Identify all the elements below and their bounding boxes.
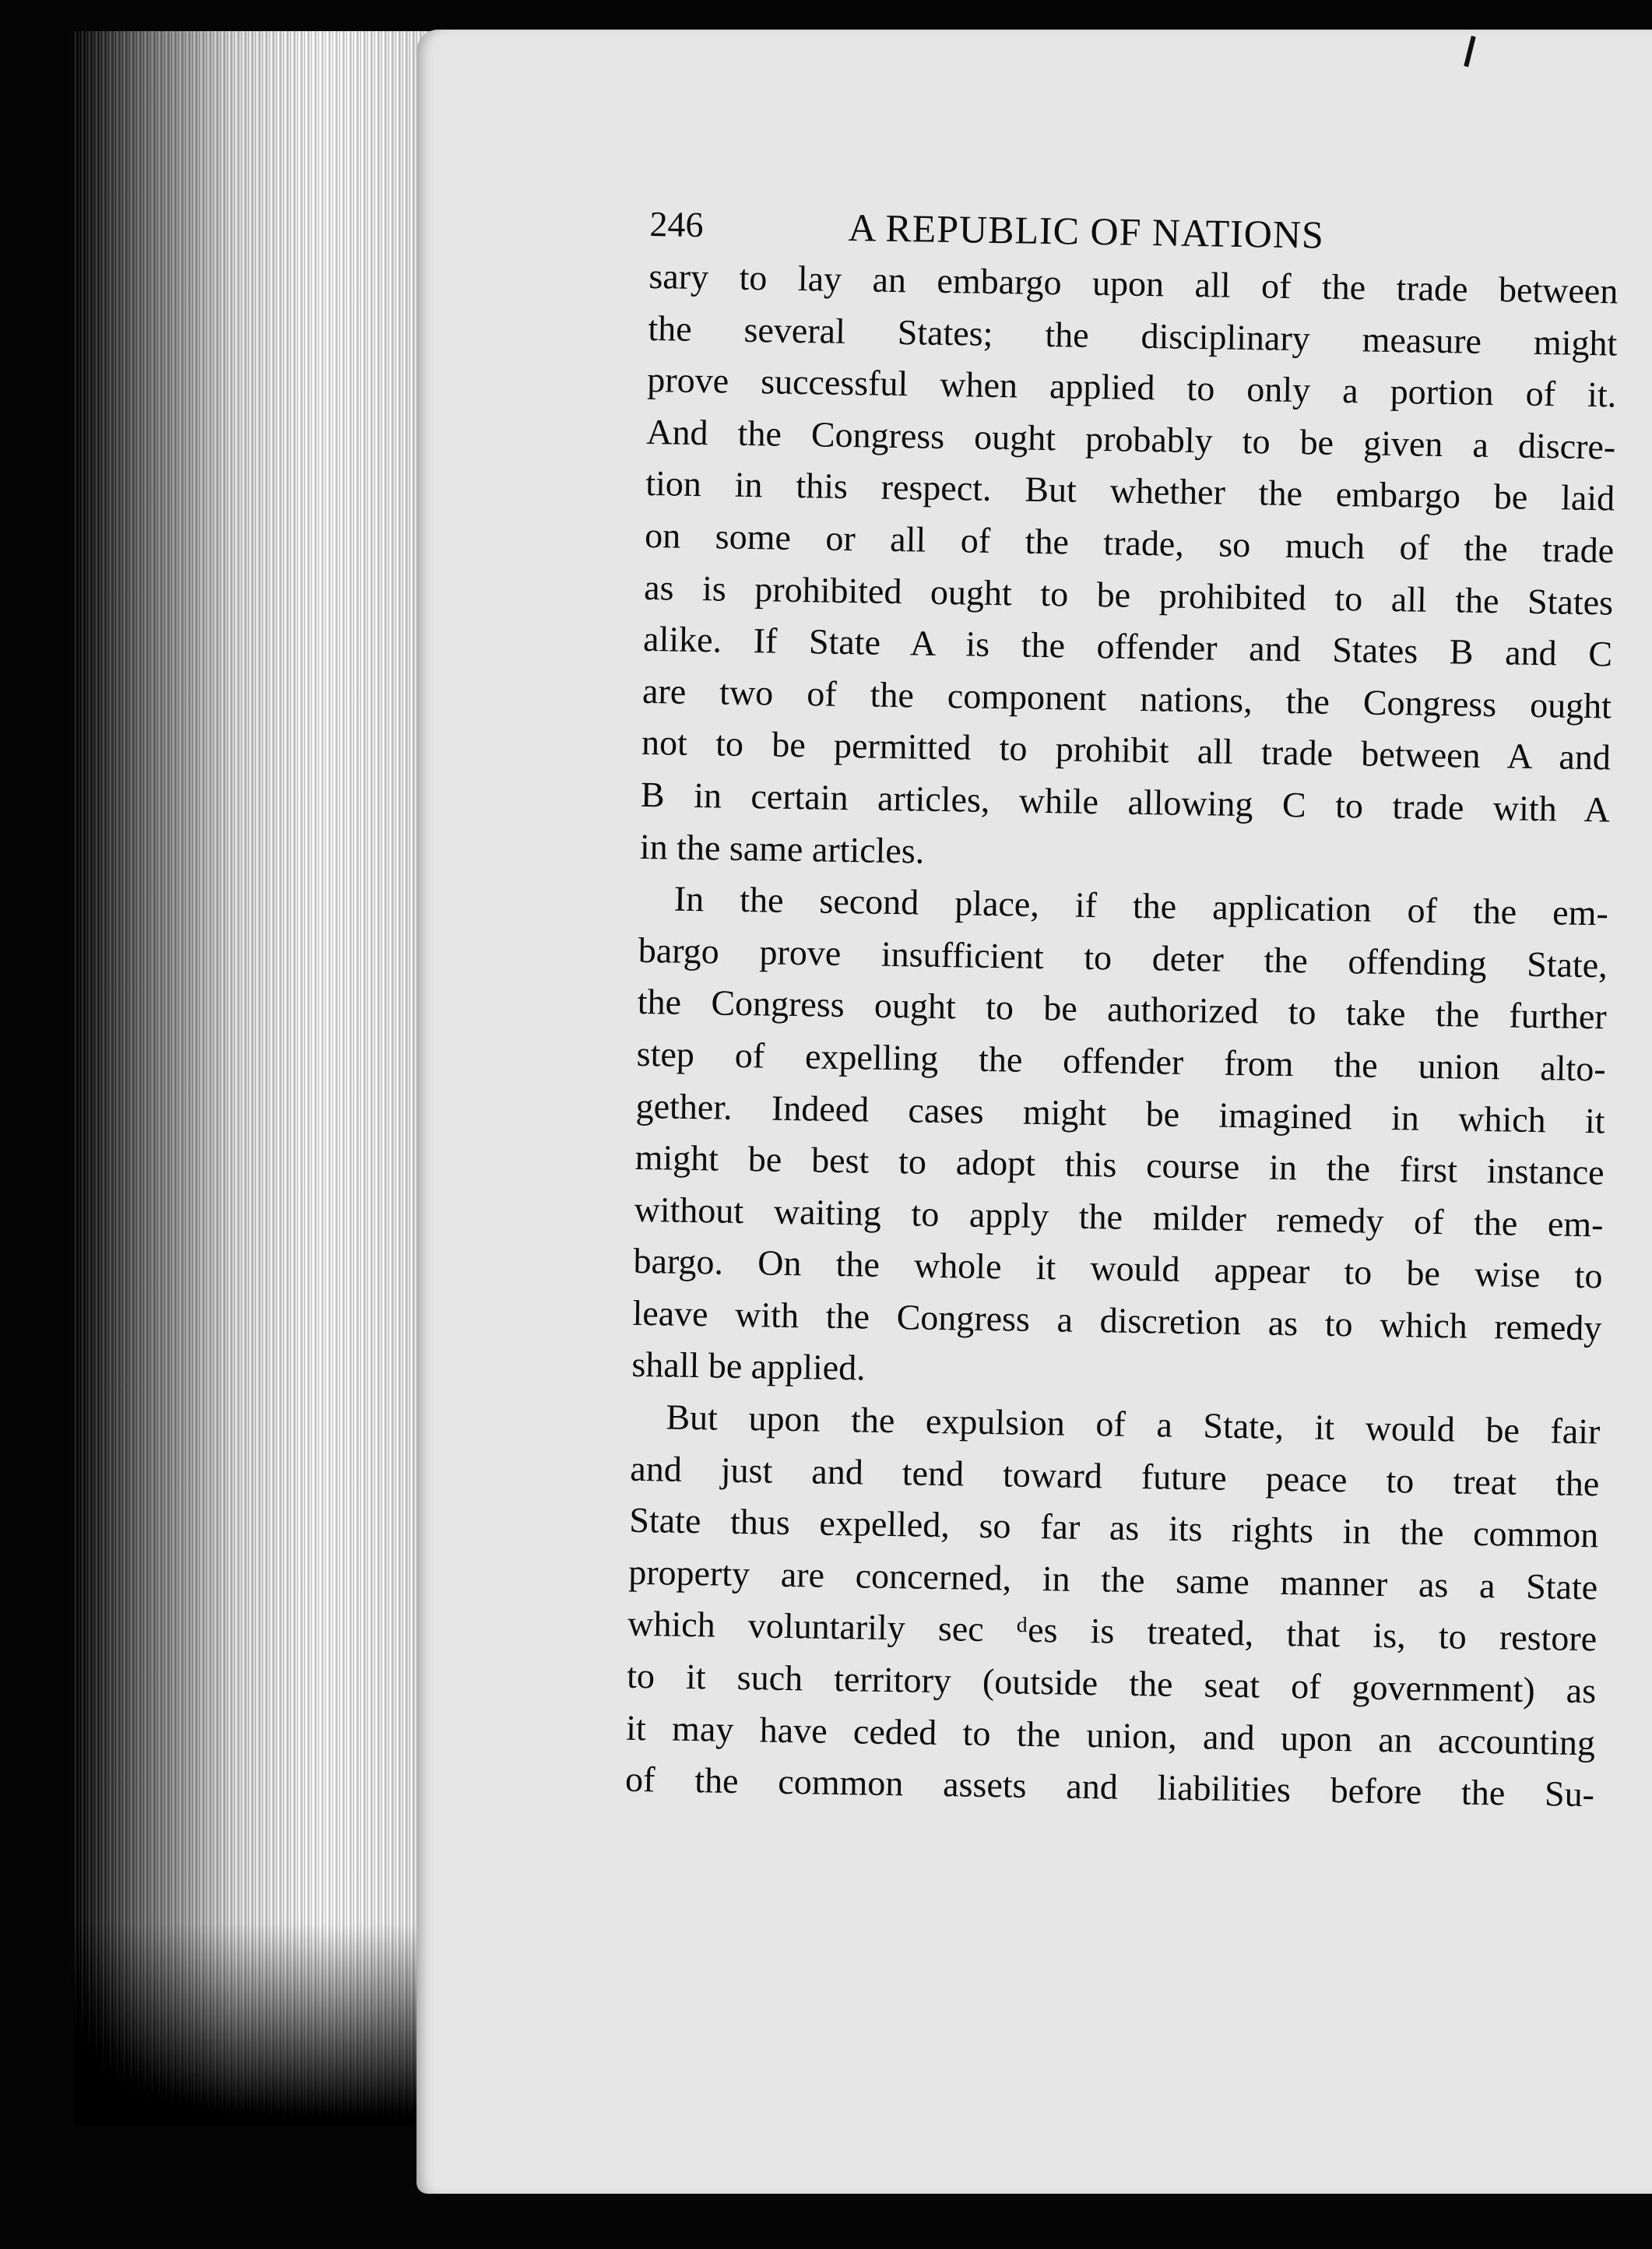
text-line: gether. Indeed cases might be imagined in which it xyxy=(635,1085,1605,1140)
text-line: sary to lay an embargo upon all of the trade between xyxy=(648,255,1619,311)
text-line: without waiting to apply the milder remedy of the em- xyxy=(634,1189,1604,1245)
text-line: alike. If State A is the offender and States B and C xyxy=(642,619,1613,674)
text-line: not to be permitted to prohibit all trade between A and xyxy=(641,722,1612,778)
page-edges xyxy=(74,31,432,2125)
text-line: property are concerned, in the same manner as a State xyxy=(627,1551,1598,1608)
text-line: to it such territory (outside the seat of government) as xyxy=(626,1655,1597,1711)
text-line: are two of the component nations, the Congress ought xyxy=(641,670,1612,726)
text-line: of the common assets and liabilities before the Su- xyxy=(624,1759,1595,1815)
text-line: And the Congress ought probably to be given a discre- xyxy=(645,411,1616,467)
text-line: step of expelling the offender from the union alto- xyxy=(636,1033,1607,1089)
text-line: State thus expelled, so far as its rights in the common xyxy=(628,1500,1599,1555)
text-line: prove successful when applied to only a portion of it. xyxy=(646,360,1617,415)
text-line: bargo. On the whole it would appear to be wise to xyxy=(633,1241,1603,1296)
text-line: the Congress ought to be authorized to take the further xyxy=(637,982,1608,1037)
text-line: tion in this respect. But whether the embargo be laid xyxy=(645,463,1615,518)
text-line: and just and tend toward future peace to treat the xyxy=(630,1448,1600,1504)
text-line: B in certain articles, while allowing C to trade with A xyxy=(640,774,1611,830)
text-line: which voluntarily sec ᵈes is treated, that is, to restore xyxy=(627,1604,1598,1659)
text-line: on some or all of the trade, so much of the trade xyxy=(644,515,1615,571)
text-line: in the same articles. xyxy=(639,826,925,871)
page-number: 246 xyxy=(649,203,704,245)
text-line: leave with the Congress a discretion as to which remedy xyxy=(632,1292,1602,1348)
text-line: it may have ceded to the union, and upon an accounting xyxy=(625,1707,1596,1762)
scan-mark xyxy=(1464,36,1475,67)
text-line: But upon the expulsion of a State, it would be fair xyxy=(666,1397,1601,1452)
text-line: the several States; the disciplinary measure might xyxy=(648,307,1618,364)
paragraph-3 xyxy=(625,1391,1612,1821)
text-line: might be best to adopt this course in the first instance xyxy=(634,1137,1605,1193)
text-line: shall be applied. xyxy=(631,1344,866,1388)
text-line: bargo prove insufficient to deter the offending State, xyxy=(638,929,1608,986)
running-title: A REPUBLIC OF NATIONS xyxy=(848,206,1325,257)
page-content xyxy=(625,201,1631,1821)
text-line: as is prohibited ought to be prohibited to all the States xyxy=(643,567,1614,623)
paragraph-2 xyxy=(631,873,1620,1407)
paragraph-1 xyxy=(639,251,1629,888)
text-line: In the second place, if the application of the em- xyxy=(673,878,1609,933)
